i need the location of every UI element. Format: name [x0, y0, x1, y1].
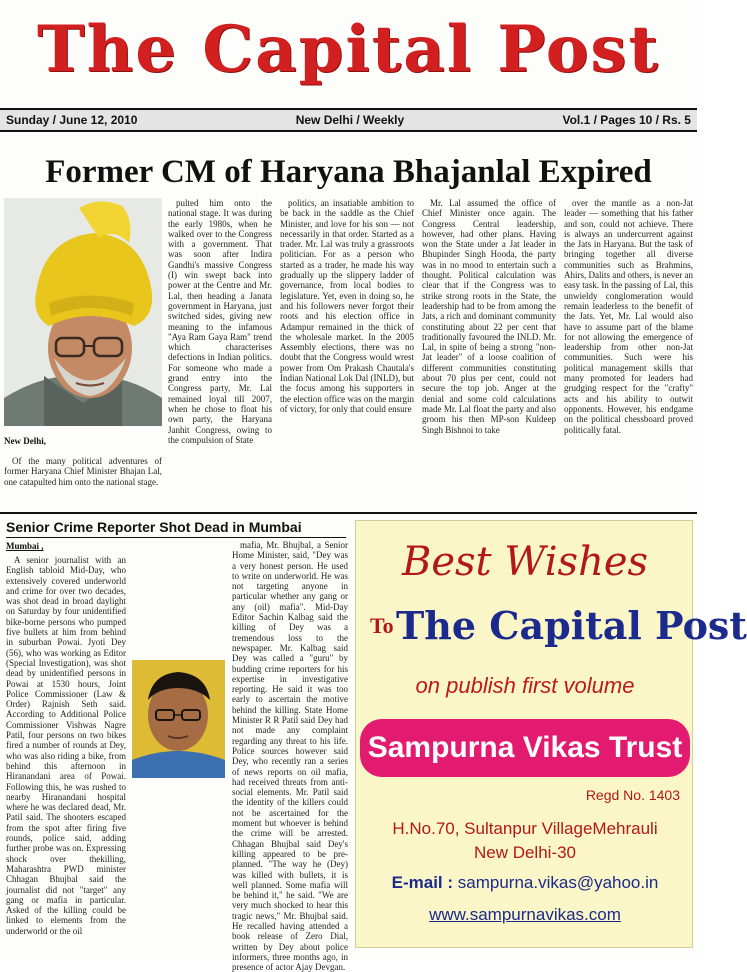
ad-publish-line: on publish first volume [415, 673, 635, 698]
crime-col-1-text: A senior journalist with an English tabloid Mid-Day, who extensively covered underworld and crime for over two decades, was shot dead in broad daylight on Saturday by four unidentified bike-borne persons who pumped five bullets at him from behind in suburban Powai. Jyoti Dey (56), who was working as Editor (Special Investigation), was shot dead by unidentified persons in Powai at 1530 hours, Joint Police Commissioner (Law & Order) Rajnish Seth said. According to Additional Police Commissioner Vishwas Nagre Patil, four persons on two bikes fired a number of rounds at Dey, who was also riding a bike, from behind this afternoon in Hiranandani area of Powai. Following this, he was rushed to nearby Hiranandani hospital where he was declared dead, Mr. Patil said. The shooters escaped from the spot after firing five rounds, police said, adding further probe was on. Expressing shock over thekilling, Maharashtra PWD minister Chhagan Bhujbal said the journalist did not "target" any gang or mafia in particular. Asked of the killing could be linked to elements from the underworld or the oil [6, 555, 126, 936]
masthead-title: The Capital Post [37, 12, 660, 87]
crime-byline: Mumbai , [6, 541, 44, 551]
ad-best-wishes: Best Wishes [401, 539, 649, 585]
lead-col-1-text: Of the many political adventures of former Haryana Chief Minister Bhajan Lal, one catapulted him onto the national stage. [4, 456, 162, 487]
ad-address-line-2: New Delhi-30 [473, 843, 577, 862]
lead-col-3-text: politics, an insatiable ambition to be back in the saddle as the Chief Minister, and love for his son — not necessarily in that order. Started as a trader. Mr. Lal was truly a grassroots politician. For as a person who started as a trader, he made his way gradually up the slippery ladder of governance, from local bodies to legislature. Yet, even in doing so, he and his followers never forgot their roots and his election office in Adampur remained in the thick of the wholesale market. In the 2005 Assembly elections, there was no doubt that the Congress would wrest power from Om Prakash Chautala's Indian National Lok Dal (INLD), but the focus among his supporters in the election office was on the margin of victory, for only that could ensure [280, 198, 414, 414]
crime-col-2 [232, 540, 348, 972]
ad-regd-number: Regd No. 1403 [585, 787, 680, 803]
crime-col-1 [6, 555, 126, 953]
ad-email-line [356, 873, 694, 893]
masthead [0, 0, 697, 108]
crime-headline: Senior Crime Reporter Shot Dead in Mumbai [6, 519, 302, 535]
section-divider [0, 512, 697, 514]
ad-email-link[interactable]: sampurna.vikas@yahoo.in [457, 873, 659, 892]
ad-to: To [370, 613, 394, 638]
lead-headline: Former CM of Haryana Bhajanlal Expired [45, 154, 652, 190]
lead-photo [4, 198, 162, 426]
lead-col-2 [168, 198, 272, 510]
lead-photo-caption: New Delhi, [4, 436, 46, 446]
reporter-portrait [132, 660, 225, 778]
lead-col-1 [4, 456, 162, 508]
dateline-edition: New Delhi / Weekly [295, 113, 405, 127]
advertisement [355, 520, 747, 948]
dateline-bar [0, 108, 697, 132]
ad-paper-name: The Capital Post [396, 603, 747, 648]
crime-headline-rule [6, 537, 346, 538]
bhajanlal-portrait [4, 198, 162, 426]
lead-col-2-text: pulted him onto the national stage. It was during the early 1980s, when he walked over to the Congress with a government. That was soon after Indira Gandhi's massive Congress (I) win swept back into power at the Centre and Mr. Lal, then heading a Janata government in Haryana, just switched sides, giving new meaning to the infamous "Aya Ram Gaya Ram" trend which characterises defections in Indian politics. For someone who made a grand entry into the Congress party, Mr. Lal remained loyal till 2007, when he chose to float his own party, the Haryana Janhit Congress, owing to the compulsion of State [168, 198, 272, 445]
lead-col-4-text: Mr. Lal assumed the office of Chief Minister once again. The Congress Central leadership, however, had other plans. Having won the State under a Jat leader in Bhupinder Singh Hooda, the party was in no mood to entertain such a thought. Political calculation was clear that if the Congress was to strike strong roots in the State, the leadership had to be from among the Jats, a rich and dominant community constituting about 22 per cent that traditionally favoured the INLD. Mr. Lal, in spite of being a strong "non-Jat leader" of a loose coalition of different communities constituting about 70 plus per cent, could not secure the top job. Anger at the denial and some cold calculations made Mr. Lal float the party and also groom his then MP-son Kuldeep Singh Bishnoi to take [422, 198, 556, 435]
ad-address-line-1: H.No.70, Sultanpur VillageMehrauli [392, 819, 658, 838]
lead-col-5-text: over the mantle as a non-Jat leader — something that his father and son, could not achieve. There is always an undercurrent against the Jats in Haryana. But the task of bringing together all diverse communities such as Brahmins, Ahirs, Dalits and others, is never an easy task. In the passing of Lal, this unwieldy conglomeration would remain leaderless to the benefit of the Jats. Yet, Mr. Lal would also have to assume part of the blame for not allowing the emergence of leadership from other non-Jat communities. Such were his political management skills that many promoted for leaders had grudging respect for the "crafty" acts and his ability to outwit opponents. However, his endgame on the political chessboard proved politically fatal. [564, 198, 693, 435]
lead-col-3 [280, 198, 414, 510]
crime-col-2-text: mafia, Mr. Bhujbal, a Senior Home Minister, said, "Dey was a very honest person. He used to write on underworld. He was not targeting anyone in particular whether any gang or any (oil) mafia". Mid-Day Editor Sachin Kalbag said the killing of Dey was a tremendous loss to the newspaper. Mr. Kalbag said Dey was called a "guru" by budding crime reporters for his expertise in investigative reporting. He said it was too early to ascertain the motive behind the killing. State Home Minister R R Patil said Dey had not made any complaint regarding any threat to his life. Police sources however said Dey, who recently ran a series of news reports on oil mafia, had received threats from anti-social elements. Mr. Patil said the identity of the killers could not be ascertained for the moment but whoever is behind the crime will be arrested. Chhagan Bhujbal said Dey's killing appeared to be pre-planned. "The way he (Dey) was killed with bullets, it is well planned. Some mafia will be behind it," he said. "We are very much shocked to hear this tragic news," Mr. Bhujbal said. He recalled having attended a book release of Zero Dial, written by Dey about police informers, three months ago, in presence of actor Ajay Devgan. [232, 540, 348, 972]
ad-trust-banner: Sampurna Vikas Trust [360, 719, 690, 777]
ad-email-label: E-mail : [391, 873, 458, 892]
ad-website-link[interactable]: www.sampurnavikas.com [429, 905, 621, 924]
crime-photo [132, 660, 225, 778]
dateline-date: Sunday / June 12, 2010 [6, 113, 138, 127]
dateline-volume: Vol.1 / Pages 10 / Rs. 5 [562, 113, 691, 127]
lead-col-5 [564, 198, 693, 510]
lead-col-4 [422, 198, 556, 510]
